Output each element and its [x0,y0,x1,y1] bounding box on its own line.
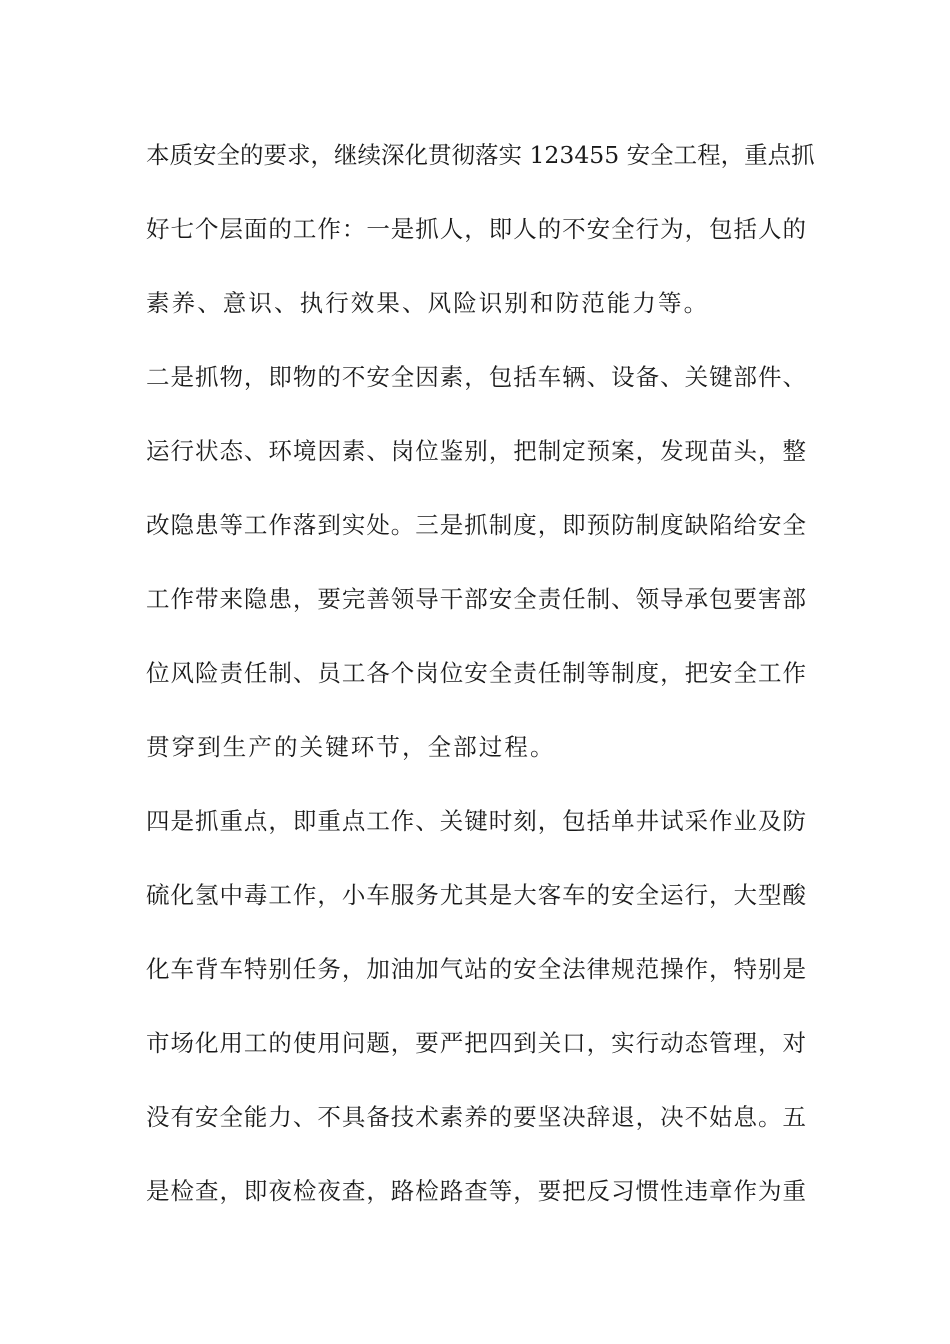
text-line: 工作带来隐患，要完善领导干部安全责任制、领导承包要害部 [146,585,806,613]
text-line: 本质安全的要求，继续深化贯彻落实 123455 安全工程，重点抓 [146,141,815,169]
text-line: 位风险责任制、员工各个岗位安全责任制等制度，把安全工作 [146,659,806,687]
text-line: 硫化氢中毒工作，小车服务尤其是大客车的安全运行，大型酸 [146,881,806,909]
body-text [146,130,815,1240]
text-line: 是检查，即夜检夜查，路检路查等，要把反习惯性违章作为重 [146,1177,806,1205]
text-line: 四是抓重点，即重点工作、关键时刻，包括单井试采作业及防 [146,807,806,835]
text-line: 运行状态、环境因素、岗位鉴别，把制定预案，发现苗头，整 [146,437,806,465]
text-line: 好七个层面的工作：一是抓人，即人的不安全行为，包括人的 [146,215,806,243]
text-line: 市场化用工的使用问题，要严把四到关口，实行动态管理，对 [146,1029,806,1057]
text-line: 二是抓物，即物的不安全因素，包括车辆、设备、关键部件、 [146,363,806,391]
text-line: 贯穿到生产的关键环节，全部过程。 [146,733,556,761]
text-line: 没有安全能力、不具备技术素养的要坚决辞退，决不姑息。五 [146,1103,806,1131]
text-line: 化车背车特别任务，加油加气站的安全法律规范操作，特别是 [146,955,806,983]
text-line: 素养、意识、执行效果、风险识别和防范能力等。 [146,289,710,317]
text-line: 改隐患等工作落到实处。三是抓制度，即预防制度缺陷给安全 [146,511,806,539]
